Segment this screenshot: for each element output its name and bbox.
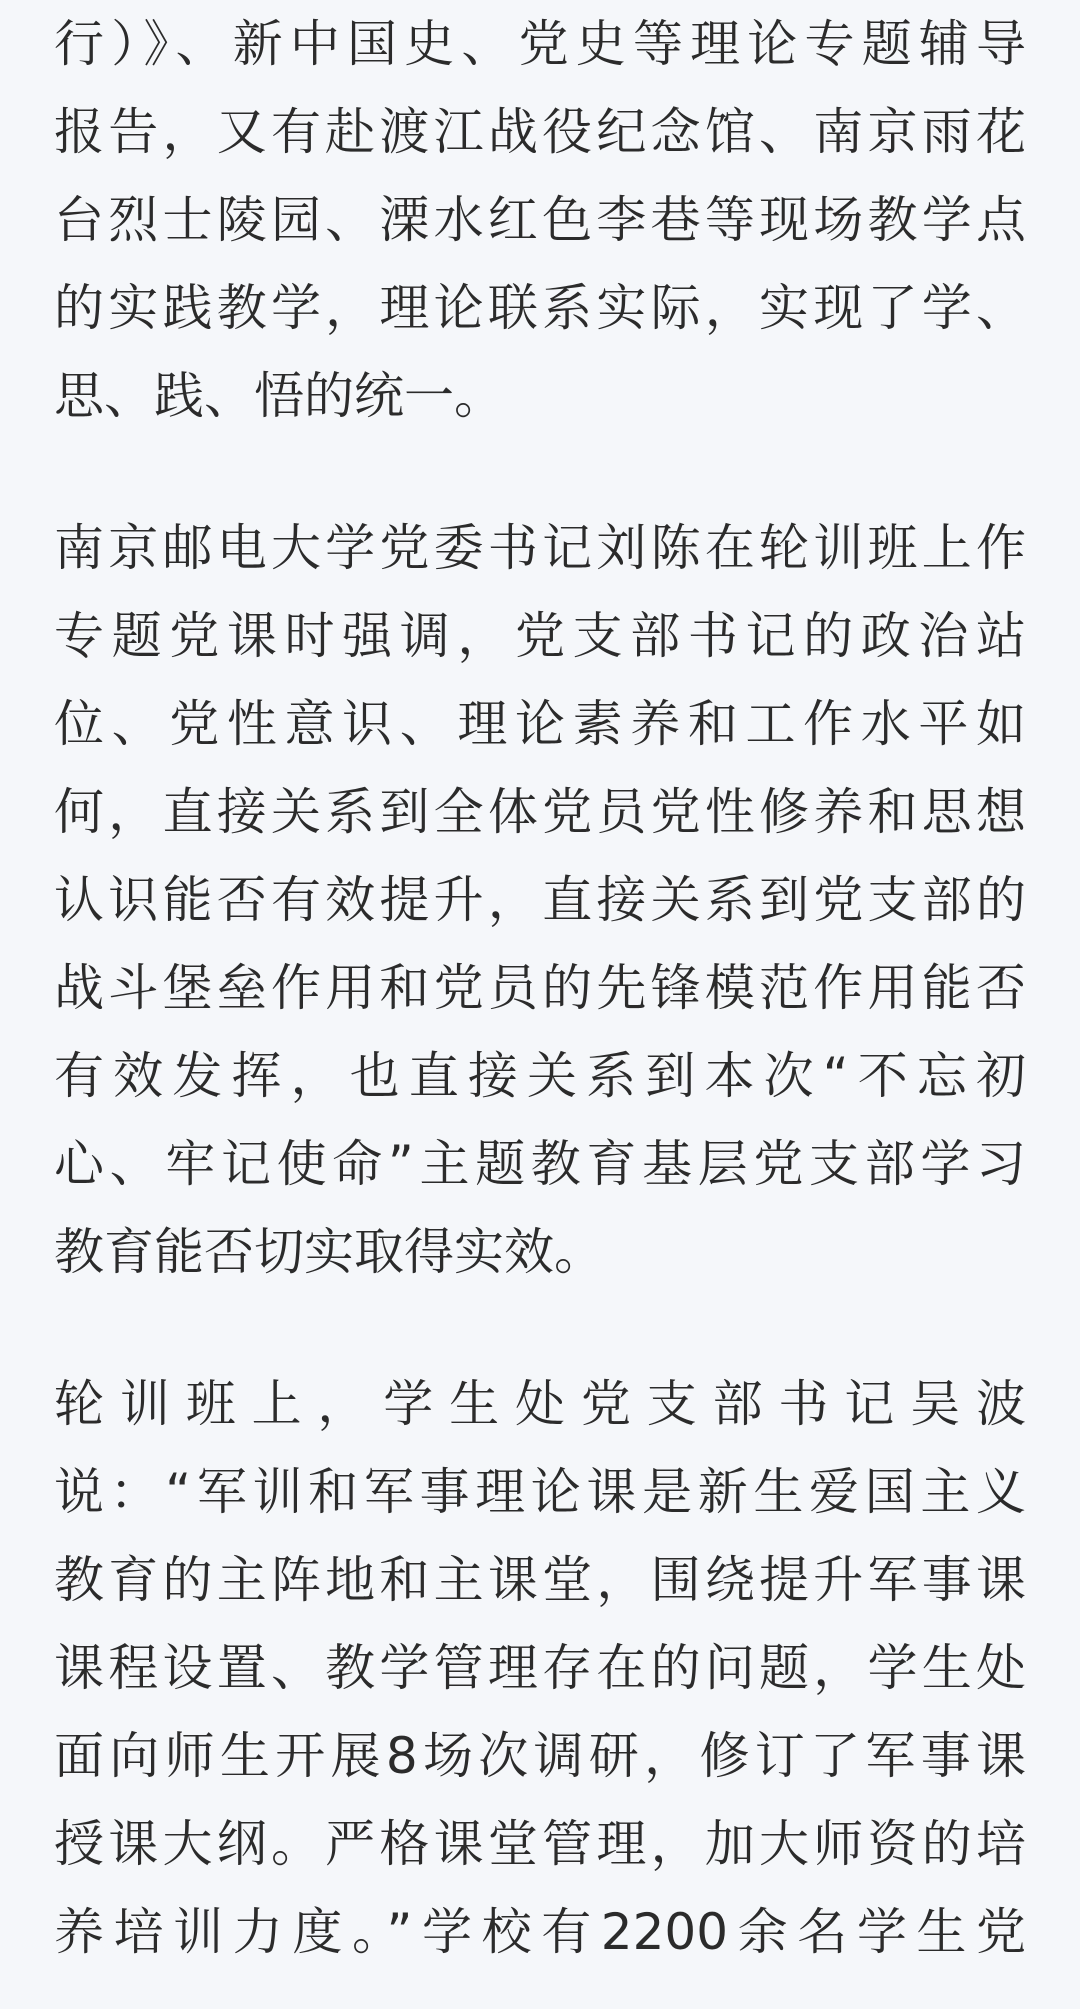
text-line: 何，直接关系到全体党员党性修养和思想 [54,783,1026,841]
text-line: 位、党性意识、理论素养和工作水平如 [54,695,1026,753]
text-line: 南京邮电大学党委书记刘陈在轮训班上作 [54,519,1026,577]
text-line: 养培训力度。”学校有2200余名学生党 [54,1903,1026,1961]
text-line: 课程设置、教学管理存在的问题，学生处 [54,1639,1026,1697]
text-line: 轮训班上，学生处党支部书记吴波 [54,1375,1026,1433]
paragraph-3 [54,1360,1026,1976]
paragraph-1 [54,0,1026,440]
text-line: 心、牢记使命”主题教育基层党支部学习 [54,1135,1026,1193]
text-line: 教育能否切实取得实效。 [54,1223,604,1281]
text-line: 说：“军训和军事理论课是新生爱国主义 [54,1463,1026,1521]
text-line: 教育的主阵地和主课堂，围绕提升军事课 [54,1551,1026,1609]
text-line: 行）》、新中国史、党史等理论专题辅导 [54,15,1026,73]
text-line: 报告，又有赴渡江战役纪念馆、南京雨花 [54,103,1026,161]
text-line: 面向师生开展8场次调研，修订了军事课 [54,1727,1026,1785]
text-line: 的实践教学，理论联系实际，实现了学、 [54,279,1026,337]
text-line: 授课大纲。严格课堂管理，加大师资的培 [54,1815,1026,1873]
text-line: 认识能否有效提升，直接关系到党支部的 [54,871,1026,929]
text-line: 有效发挥，也直接关系到本次“不忘初 [54,1047,1026,1105]
paragraph-2 [54,504,1026,1296]
text-line: 台烈士陵园、溧水红色李巷等现场教学点 [54,191,1026,249]
text-line: 战斗堡垒作用和党员的先锋模范作用能否 [54,959,1026,1017]
text-line: 思、践、悟的统一。 [54,367,504,425]
text-line: 专题党课时强调，党支部书记的政治站 [54,607,1026,665]
